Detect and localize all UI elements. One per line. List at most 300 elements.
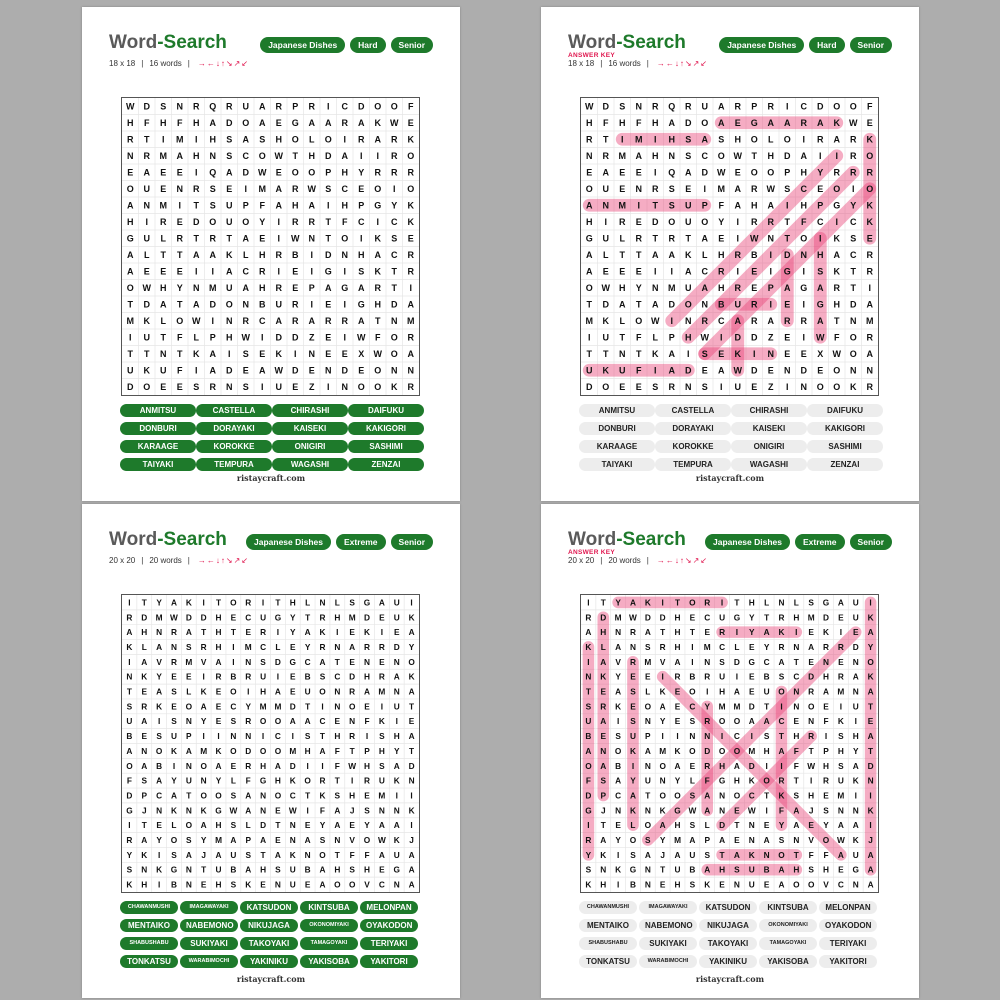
word-chip: CHAWANMUSHI <box>579 901 637 914</box>
word-chip: TAIYAKI <box>579 458 655 471</box>
grid-letter: K <box>275 348 282 359</box>
word-chip: OYAKODON <box>360 919 418 932</box>
grid-letter: N <box>289 820 296 831</box>
grid-letter: K <box>407 200 414 211</box>
word-chip: CHIRASHI <box>731 404 807 417</box>
word-chip: YAKINIKU <box>699 955 757 968</box>
grid-letter: H <box>600 627 607 638</box>
grid-letter: E <box>704 627 710 638</box>
grid-letter: A <box>852 671 859 682</box>
word-chip: KOROKKE <box>196 440 272 453</box>
grid-letter: F <box>636 117 642 128</box>
grid-letter: O <box>807 701 815 712</box>
grid-letter: E <box>751 282 758 293</box>
grid-letter: K <box>734 348 741 359</box>
grid-letter: I <box>769 249 773 260</box>
grid-letter: L <box>305 597 311 608</box>
grid-letter: U <box>701 101 708 112</box>
tag-audience: Senior <box>391 37 433 53</box>
grid-letter: S <box>585 864 592 875</box>
grid-letter: D <box>289 701 296 712</box>
grid-letter: K <box>126 879 133 890</box>
grid-letter: A <box>242 134 249 145</box>
grid-letter: R <box>800 315 807 326</box>
grid-letter: Z <box>768 381 774 392</box>
grid-letter: Y <box>817 167 824 178</box>
footer-url: ristaycraft.com <box>695 974 765 984</box>
grid-letter: U <box>378 775 385 786</box>
grid-letter: S <box>784 183 791 194</box>
grid-letter: R <box>407 266 414 277</box>
grid-letter: N <box>334 835 341 846</box>
grid-letter: T <box>260 849 266 860</box>
grid-letter: Y <box>615 597 621 608</box>
grid-letter: T <box>660 864 666 875</box>
grid-letter: E <box>719 879 725 890</box>
grid-letter: N <box>391 365 398 376</box>
word-chip: NIKUJAGA <box>240 919 298 932</box>
grid-letter: T <box>305 701 311 712</box>
grid-letter: C <box>850 249 857 260</box>
grid-letter: A <box>733 760 740 771</box>
grid-letter: Y <box>674 775 681 786</box>
grid-letter: R <box>407 167 414 178</box>
grid-letter: N <box>185 760 192 771</box>
grid-letter: E <box>685 183 692 194</box>
grid-letter: Y <box>867 641 874 652</box>
page-title: Word-Search <box>568 32 686 53</box>
grid-letter: F <box>364 849 370 860</box>
grid-letter: L <box>309 134 315 145</box>
grid-letter: U <box>619 365 626 376</box>
grid-letter: T <box>160 332 166 343</box>
grid-letter: S <box>160 101 167 112</box>
grid-letter: R <box>374 282 381 293</box>
grid-letter: T <box>201 627 207 638</box>
grid-letter: K <box>408 805 415 816</box>
grid-letter: A <box>308 200 315 211</box>
grid-letter: R <box>245 671 252 682</box>
grid-letter: A <box>358 315 365 326</box>
grid-letter: O <box>341 233 349 244</box>
grid-letter: Y <box>749 612 755 623</box>
grid-letter: S <box>615 731 621 742</box>
grid-letter: A <box>364 686 371 697</box>
grid-letter: A <box>141 716 148 727</box>
puzzle-meta: 18 x 18 | 16 words | →←↓↑↘↗↙ <box>568 59 708 68</box>
grid-letter: A <box>586 249 593 260</box>
grid-letter: M <box>215 835 222 846</box>
grid-letter: U <box>260 612 267 623</box>
grid-letter: A <box>867 879 874 890</box>
grid-letter: F <box>364 716 370 727</box>
grid-letter: R <box>866 249 873 260</box>
grid-letter: A <box>215 656 222 667</box>
grid-letter: S <box>171 849 177 860</box>
grid-letter: I <box>587 332 591 343</box>
grid-letter: D <box>800 365 807 376</box>
grid-letter: M <box>407 315 415 326</box>
grid-letter: W <box>750 233 759 244</box>
grid-letter: N <box>615 805 622 816</box>
grid-letter: D <box>193 216 200 227</box>
grid-letter: A <box>319 864 326 875</box>
grid-letter: H <box>393 731 400 742</box>
grid-letter: L <box>243 249 249 260</box>
grid-letter: A <box>245 790 252 801</box>
grid-letter: R <box>866 332 873 343</box>
grid-letter: C <box>260 641 267 652</box>
grid-letter: L <box>689 775 695 786</box>
grid-letter: D <box>602 101 609 112</box>
grid-letter: I <box>854 790 857 801</box>
grid-letter: N <box>349 716 356 727</box>
grid-letter: L <box>275 641 281 652</box>
grid-letter: Y <box>200 716 207 727</box>
puzzle-meta: 18 x 18 | 16 words | →←↓↑↘↗↙ <box>109 59 249 68</box>
grid-letter: N <box>308 233 315 244</box>
grid-letter: A <box>585 627 592 638</box>
grid-letter: R <box>808 731 815 742</box>
grid-letter: F <box>585 775 591 786</box>
grid-letter: R <box>586 134 593 145</box>
grid-letter: H <box>334 864 341 875</box>
grid-letter: A <box>156 686 163 697</box>
grid-letter: D <box>325 249 332 260</box>
grid-letter: K <box>143 315 150 326</box>
grid-letter: E <box>749 641 755 652</box>
grid-letter: P <box>242 200 249 211</box>
grid-letter: N <box>378 805 385 816</box>
grid-letter: A <box>733 686 740 697</box>
grid-letter: O <box>778 686 785 697</box>
grid-letter: S <box>319 671 326 682</box>
grid-letter: O <box>126 760 133 771</box>
grid-letter: K <box>674 745 681 756</box>
grid-letter: D <box>242 167 249 178</box>
grid-letter: K <box>141 849 148 860</box>
grid-letter: N <box>733 879 740 890</box>
grid-letter: Y <box>615 671 621 682</box>
grid-letter: I <box>343 332 347 343</box>
grid-letter: N <box>209 150 216 161</box>
grid-letter: I <box>410 790 413 801</box>
grid-letter: E <box>635 216 642 227</box>
tag-difficulty: Hard <box>809 37 844 53</box>
grid-letter: M <box>289 745 297 756</box>
grid-letter: N <box>364 656 371 667</box>
grid-letter: N <box>808 716 815 727</box>
grid-letter: D <box>668 299 675 310</box>
grid-letter: E <box>176 381 183 392</box>
grid-letter: K <box>867 612 874 623</box>
grid-letter: A <box>185 849 192 860</box>
grid-letter: O <box>750 167 758 178</box>
grid-letter: I <box>343 134 347 145</box>
grid-letter: I <box>336 627 339 638</box>
grid-letter: Q <box>668 101 676 112</box>
grid-letter: A <box>674 849 681 860</box>
word-chip: TAMAGOYAKI <box>759 937 817 950</box>
grid-letter: U <box>685 282 692 293</box>
grid-letter: R <box>275 101 282 112</box>
grid-letter: E <box>808 627 814 638</box>
grid-letter: T <box>636 249 642 260</box>
grid-letter: N <box>260 790 267 801</box>
grid-letter: W <box>733 365 742 376</box>
direction-arrows-icon: →←↓↑↘↗↙ <box>656 556 708 565</box>
grid-letter: T <box>334 775 340 786</box>
grid-letter: F <box>823 849 829 860</box>
grid-letter: R <box>364 775 371 786</box>
grid-letter: R <box>659 641 666 652</box>
word-chip: WAGASHI <box>272 458 348 471</box>
grid-letter: Y <box>408 641 415 652</box>
grid-letter: K <box>867 671 874 682</box>
grid-letter: E <box>701 365 708 376</box>
grid-letter: R <box>176 233 183 244</box>
grid-letter: E <box>349 627 355 638</box>
grid-letter: C <box>733 731 740 742</box>
grid-letter: E <box>160 266 167 277</box>
grid-letter: M <box>618 200 626 211</box>
grid-letter: B <box>304 671 311 682</box>
grid-letter: R <box>143 150 150 161</box>
grid-letter: H <box>837 745 844 756</box>
grid-letter: O <box>866 150 874 161</box>
grid-letter: N <box>260 805 267 816</box>
grid-letter: Y <box>171 775 177 786</box>
grid-letter: H <box>260 864 267 875</box>
grid-letter: D <box>126 790 133 801</box>
grid-letter: T <box>201 864 207 875</box>
grid-letter: W <box>348 760 357 771</box>
grid-letter: O <box>200 790 207 801</box>
grid-letter: K <box>748 849 755 860</box>
grid-letter: D <box>602 299 609 310</box>
grid-letter: K <box>156 864 163 875</box>
word-chip: KAISEKI <box>731 422 807 435</box>
grid-letter: D <box>143 299 150 310</box>
grid-letter: N <box>652 282 659 293</box>
grid-letter: H <box>215 627 222 638</box>
tag-pills <box>246 534 433 550</box>
grid-letter: E <box>674 701 681 712</box>
letter-grid <box>580 594 879 893</box>
word-chip: SASHIMI <box>807 440 883 453</box>
grid-letter: N <box>793 835 800 846</box>
grid-letter: K <box>319 790 326 801</box>
grid-letter: A <box>866 348 873 359</box>
grid-letter: R <box>364 641 371 652</box>
grid-letter: W <box>170 612 178 623</box>
grid-letter: E <box>767 365 774 376</box>
grid-letter: S <box>126 864 133 875</box>
grid-letter: K <box>245 879 252 890</box>
grid-letter: N <box>127 150 134 161</box>
grid-letter: D <box>185 612 192 623</box>
grid-letter: K <box>143 365 150 376</box>
grid-letter: A <box>615 641 622 652</box>
grid-letter: T <box>375 315 381 326</box>
grid-letter: T <box>685 233 691 244</box>
grid-letter: D <box>808 671 815 682</box>
grid-letter: Y <box>704 701 710 712</box>
grid-letter: U <box>734 381 741 392</box>
grid-letter: N <box>185 864 192 875</box>
grid-letter: S <box>186 835 192 846</box>
grid-letter: K <box>629 805 636 816</box>
grid-letter: N <box>325 365 332 376</box>
grid-letter: N <box>200 775 207 786</box>
grid-letter: R <box>629 627 636 638</box>
grid-letter: I <box>359 150 363 161</box>
grid-letter: A <box>408 627 415 638</box>
grid-letter: H <box>378 745 385 756</box>
grid-letter: T <box>334 656 340 667</box>
grid-letter: U <box>629 731 636 742</box>
grid-letter: O <box>750 134 758 145</box>
grid-letter: M <box>668 282 676 293</box>
grid-letter: U <box>393 701 400 712</box>
grid-letter: F <box>177 365 183 376</box>
grid-letter: H <box>141 627 148 638</box>
grid-letter: H <box>160 282 167 293</box>
grid-letter: G <box>374 200 382 211</box>
grid-letter: Y <box>156 835 162 846</box>
grid-letter: P <box>245 835 251 846</box>
grid-letter: I <box>835 150 839 161</box>
grid-letter: F <box>793 745 799 756</box>
grid-letter: S <box>823 805 829 816</box>
grid-letter: K <box>193 348 200 359</box>
grid-letter: D <box>823 612 830 623</box>
grid-letter: A <box>778 864 785 875</box>
grid-letter: R <box>378 671 385 682</box>
grid-letter: E <box>734 117 741 128</box>
grid-letter: T <box>674 597 681 608</box>
grid-letter: C <box>689 701 696 712</box>
grid-letter: N <box>852 805 859 816</box>
word-chip: KINTSUBA <box>759 901 817 914</box>
word-chip: KATSUDON <box>699 901 757 914</box>
grid-letter: L <box>186 686 192 697</box>
grid-letter: A <box>127 249 134 260</box>
grid-letter: N <box>334 686 341 697</box>
grid-letter: R <box>751 299 758 310</box>
grid-letter: I <box>769 266 773 277</box>
grid-letter: H <box>823 671 830 682</box>
grid-letter: I <box>661 597 664 608</box>
grid-letter: H <box>823 864 830 875</box>
grid-letter: H <box>800 200 807 211</box>
grid-letter: A <box>767 200 774 211</box>
grid-letter: R <box>704 671 711 682</box>
grid-letter: E <box>364 701 370 712</box>
grid-letter: U <box>685 200 692 211</box>
grid-letter: I <box>326 381 330 392</box>
grid-letter: H <box>374 299 381 310</box>
grid-letter: E <box>242 365 249 376</box>
grid-letter: F <box>319 805 326 816</box>
grid-letter: L <box>141 641 147 652</box>
grid-letter: Y <box>156 671 162 682</box>
grid-letter: L <box>334 597 340 608</box>
word-chip: MENTAIKO <box>120 919 178 932</box>
grid-letter: A <box>644 745 651 756</box>
grid-letter: W <box>651 315 660 326</box>
grid-letter: S <box>685 134 692 145</box>
grid-letter: H <box>719 686 726 697</box>
grid-letter: T <box>603 134 609 145</box>
grid-letter: I <box>202 597 205 608</box>
grid-letter: D <box>358 101 365 112</box>
grid-letter: K <box>833 117 840 128</box>
grid-letter: N <box>867 775 874 786</box>
grid-letter: T <box>305 612 311 623</box>
grid-letter: M <box>718 701 726 712</box>
grid-letter: H <box>334 731 341 742</box>
grid-letter: A <box>259 101 266 112</box>
grid-letter: H <box>215 641 222 652</box>
word-chip: TEMPURA <box>655 458 731 471</box>
grid-letter: K <box>833 233 840 244</box>
grid-letter: O <box>291 134 299 145</box>
grid-letter: F <box>823 716 829 727</box>
grid-letter: M <box>185 656 193 667</box>
grid-letter: R <box>751 216 758 227</box>
grid-letter: N <box>393 686 400 697</box>
grid-letter: E <box>407 233 414 244</box>
grid-letter: A <box>833 249 840 260</box>
grid-letter: W <box>274 150 283 161</box>
grid-letter: L <box>630 820 636 831</box>
grid-letter: A <box>837 597 844 608</box>
grid-letter: T <box>292 150 298 161</box>
grid-letter: G <box>585 805 592 816</box>
grid-letter: O <box>659 790 666 801</box>
grid-letter: A <box>778 879 785 890</box>
grid-letter: U <box>644 775 651 786</box>
grid-letter: R <box>668 233 675 244</box>
grid-letter: I <box>380 627 384 638</box>
grid-letter: T <box>319 731 326 742</box>
grid-letter: T <box>334 849 340 860</box>
grid-letter: T <box>645 790 651 801</box>
grid-letter: R <box>407 249 414 260</box>
grid-letter: R <box>850 134 857 145</box>
grid-letter: A <box>193 299 200 310</box>
grid-letter: R <box>800 117 807 128</box>
grid-letter: T <box>177 348 183 359</box>
grid-letter: O <box>822 835 830 846</box>
tag-theme: Japanese Dishes <box>705 534 790 550</box>
grid-letter: C <box>615 790 622 801</box>
grid-letter: D <box>600 612 607 623</box>
grid-letter: I <box>703 183 707 194</box>
grid-letter: O <box>334 879 341 890</box>
grid-letter: I <box>620 134 624 145</box>
grid-letter: M <box>618 150 626 161</box>
grid-letter: N <box>176 183 183 194</box>
grid-letter: A <box>141 760 148 771</box>
grid-letter: I <box>869 790 872 801</box>
grid-letter: I <box>261 731 265 742</box>
grid-letter: S <box>226 150 233 161</box>
word-chip: TERIYAKI <box>360 937 418 950</box>
grid-letter: E <box>866 233 873 244</box>
grid-letter: S <box>319 835 326 846</box>
